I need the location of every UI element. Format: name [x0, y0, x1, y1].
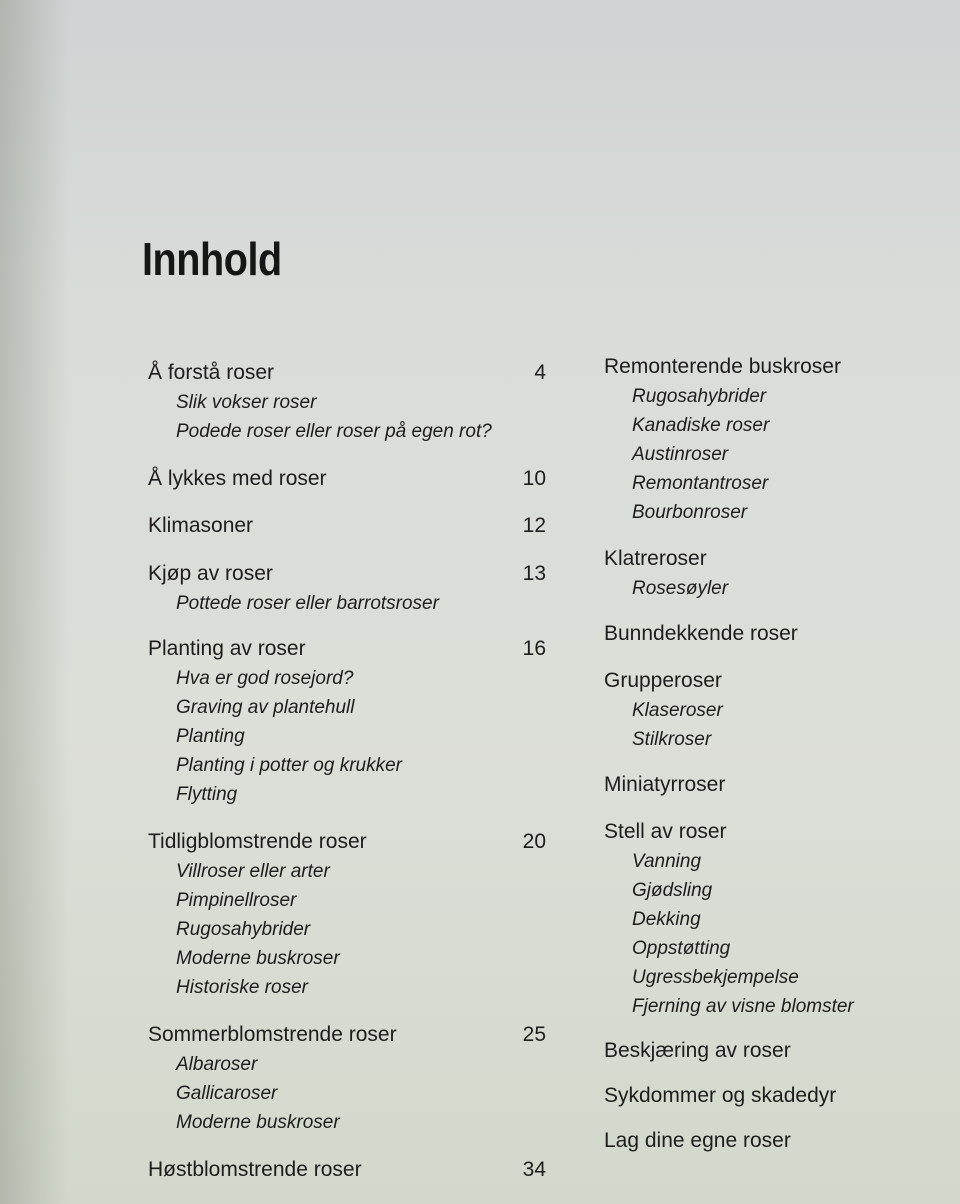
toc-subentry: Ugressbekjempelse [632, 967, 799, 988]
toc-section [604, 544, 944, 603]
page-title: Innhold [142, 233, 282, 285]
toc-heading: Lag dine egne roser [604, 1129, 791, 1152]
toc-subentry: Gallicaroser [176, 1083, 278, 1104]
toc-section [148, 634, 558, 809]
toc-page-number: 34 [522, 1158, 546, 1181]
toc-subentry: Bourbonroser [632, 502, 748, 523]
toc-section [604, 1126, 944, 1156]
toc-subentry: Gjødsling [632, 880, 713, 901]
toc-page-number: 4 [534, 361, 546, 384]
toc-heading: Sykdommer og skadedyr [604, 1084, 837, 1107]
toc-subentry: Hva er god rosejord? [176, 668, 354, 689]
toc-subentry: Historiske roser [176, 977, 308, 998]
toc-section [148, 511, 558, 541]
toc-section [604, 817, 944, 1021]
toc-heading: Planting av roser [148, 637, 306, 660]
toc-section [604, 619, 944, 649]
toc-section [148, 1020, 558, 1137]
toc-subentry: Graving av plantehull [176, 697, 355, 718]
toc-subentry: Oppstøtting [632, 938, 731, 959]
toc-subentry: Planting i potter og krukker [176, 755, 403, 776]
toc-heading: Miniatyrroser [604, 773, 726, 796]
toc-page-number: 16 [522, 637, 546, 660]
page-edge-shadow [0, 0, 70, 1204]
toc-heading: Bunndekkende roser [604, 622, 798, 645]
toc-subentry: Pottede roser eller barrotsroser [176, 593, 439, 614]
toc-subentry: Rugosahybrider [632, 386, 767, 407]
toc-section [604, 770, 944, 800]
toc-heading: Å lykkes med roser [148, 467, 327, 490]
toc-heading: Klatreroser [604, 547, 707, 570]
toc-heading: Beskjæring av roser [604, 1039, 791, 1062]
toc-subentry: Moderne buskroser [176, 1112, 340, 1133]
toc-subentry: Klaseroser [632, 700, 723, 721]
toc-subentry: Austinroser [632, 444, 729, 465]
toc-subentry: Moderne buskroser [176, 948, 340, 969]
toc-heading: Klimasoner [148, 514, 254, 537]
toc-page-number: 20 [522, 830, 546, 853]
toc-subentry: Fjerning av visne blomster [632, 996, 854, 1017]
toc-subentry: Kanadiske roser [632, 415, 770, 436]
toc-heading: Høstblomstrende roser [148, 1158, 362, 1181]
toc-section [148, 1155, 558, 1185]
toc-heading: Tidligblomstrende roser [148, 830, 367, 853]
toc-subentry: Stilkroser [632, 729, 712, 750]
toc-subentry: Rosesøyler [632, 578, 729, 599]
toc-section [604, 352, 944, 527]
toc-page-number: 12 [522, 514, 546, 537]
toc-section [604, 1036, 944, 1066]
toc-section [604, 1081, 944, 1111]
toc-section [148, 559, 558, 618]
toc-heading: Remonterende buskroser [604, 355, 841, 378]
toc-subentry: Villroser eller arter [176, 861, 330, 882]
toc-section [604, 666, 944, 754]
toc-section [148, 827, 558, 1002]
toc-heading: Stell av roser [604, 820, 727, 843]
toc-section [148, 358, 558, 446]
toc-left-column [148, 358, 558, 1185]
toc-page-number: 25 [522, 1023, 546, 1046]
toc-page-number: 10 [522, 467, 546, 490]
toc-subentry: Albaroser [176, 1054, 258, 1075]
toc-heading: Grupperoser [604, 669, 722, 692]
toc-subentry: Dekking [632, 909, 701, 930]
toc-heading: Kjøp av roser [148, 562, 273, 585]
toc-subentry: Flytting [176, 784, 238, 805]
toc-subentry: Vanning [632, 851, 702, 872]
toc-section [148, 464, 558, 494]
toc-heading: Sommerblomstrende roser [148, 1023, 397, 1046]
toc-subentry: Remontantroser [632, 473, 769, 494]
toc-heading: Å forstå roser [148, 361, 275, 384]
toc-subentry: Planting [176, 726, 245, 747]
toc-subentry: Slik vokser roser [176, 392, 317, 413]
toc-page-number: 13 [522, 562, 546, 585]
toc-right-column [604, 352, 944, 1156]
toc-subentry: Rugosahybrider [176, 919, 311, 940]
toc-subentry: Podede roser eller roser på egen rot? [176, 421, 492, 442]
toc-subentry: Pimpinellroser [176, 890, 297, 911]
